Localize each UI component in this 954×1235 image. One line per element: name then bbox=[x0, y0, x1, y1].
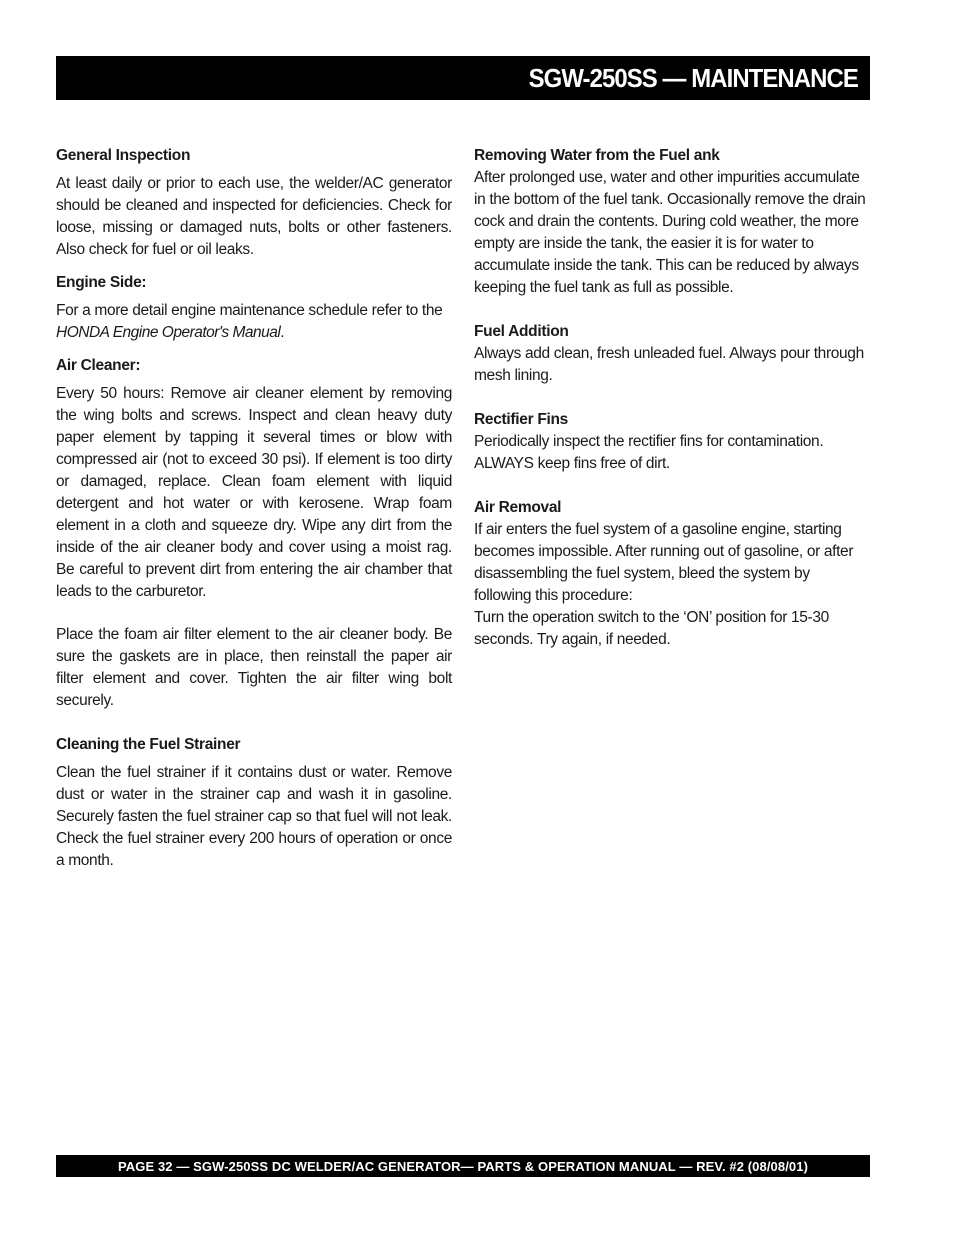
air-removal-section bbox=[474, 497, 870, 651]
right-column bbox=[474, 145, 870, 673]
air-removal-text-1: If air enters the fuel system of a gasoline engine, starting becomes impossible. After running out of gasoline, or after disassembling the fuel system, bleed the system by following this procedure: bbox=[474, 521, 854, 604]
page-footer-text: PAGE 32 — SGW-250SS DC WELDER/AC GENERATOR— PARTS & OPERATION MANUAL — REV. #2 (08/08/01) bbox=[117, 1158, 809, 1174]
honda-manual-reference: HONDA Engine Operator's Manual bbox=[56, 324, 281, 341]
engine-side-period: . bbox=[280, 324, 285, 341]
page-footer-bar bbox=[56, 1155, 870, 1177]
page-header-bar bbox=[56, 56, 870, 100]
removing-water-text: After prolonged use, water and other impurities accumulate in the bottom of the fuel tank. Occasionally remove the drain cock and drain the contents. During cold weather, the more empty are inside the tank, the easier it is for water to accumulate inside the tank. This can be reduced by always keeping the fuel tank as full as possible. bbox=[474, 169, 866, 296]
left-column bbox=[56, 145, 452, 883]
air-removal-text-2: Turn the operation switch to the ‘ON’ position for 15-30 seconds. Try again, if needed. bbox=[474, 609, 829, 648]
rectifier-fins-text: Periodically inspect the rectifier fins for contamination. ALWAYS keep fins free of dirt. bbox=[474, 433, 824, 472]
engine-side-section bbox=[56, 272, 452, 344]
air-cleaner-section bbox=[56, 355, 452, 712]
general-inspection-heading: General Inspection bbox=[56, 147, 191, 164]
removing-water-heading: Removing Water from the Fuel ank bbox=[474, 147, 720, 164]
fuel-strainer-text: Clean the fuel strainer if it contains dust or water. Remove dust or water in the strainer cap and wash it in gasoline. Securely fasten the fuel strainer cap so that fuel will not leak. Check the fuel strainer every 200 hours of operation or once a month. bbox=[56, 764, 452, 869]
rectifier-fins-section bbox=[474, 409, 870, 475]
fuel-strainer-heading: Cleaning the Fuel Strainer bbox=[56, 736, 241, 753]
fuel-addition-heading: Fuel Addition bbox=[474, 323, 569, 340]
fuel-addition-text: Always add clean, fresh unleaded fuel. Always pour through mesh lining. bbox=[474, 345, 864, 384]
engine-side-body: For a more detail engine maintenance schedule refer to the bbox=[56, 302, 443, 319]
engine-side-heading: Engine Side: bbox=[56, 274, 147, 291]
air-cleaner-heading: Air Cleaner: bbox=[56, 357, 141, 374]
fuel-addition-section bbox=[474, 321, 870, 387]
engine-side-text bbox=[56, 300, 452, 344]
rectifier-fins-heading: Rectifier Fins bbox=[474, 411, 568, 428]
air-cleaner-text-1: Every 50 hours: Remove air cleaner element by removing the wing bolts and screws. Inspect and clean heavy duty paper element by tapping it several times or blow with compressed air (not to exceed 30 psi). If element is too dirty or damaged, replace. Clean foam element with liquid detergent and hot water or with kerosene. Wrap foam element in a cloth and squeeze dry. Wipe any dirt from the inside of the air cleaner body and cover using a moist rag. Be careful to prevent dirt from entering the air chamber that leads to the carburetor. bbox=[56, 385, 452, 600]
page-title: SGW-250SS — MAINTENANCE bbox=[528, 62, 858, 93]
removing-water-section bbox=[474, 145, 870, 299]
air-removal-heading: Air Removal bbox=[474, 499, 562, 516]
general-inspection-text: At least daily or prior to each use, the welder/AC generator should be cleaned and inspected for deficiencies. Check for loose, missing or damaged nuts, bolts or other fasteners. Also check for fuel or oil leaks. bbox=[56, 175, 452, 258]
air-cleaner-text-2: Place the foam air filter element to the air cleaner body. Be sure the gaskets are in place, then reinstall the paper air filter element and cover. Tighten the air filter wing bolt securely. bbox=[56, 626, 452, 709]
fuel-strainer-section bbox=[56, 734, 452, 872]
general-inspection-section bbox=[56, 145, 452, 261]
